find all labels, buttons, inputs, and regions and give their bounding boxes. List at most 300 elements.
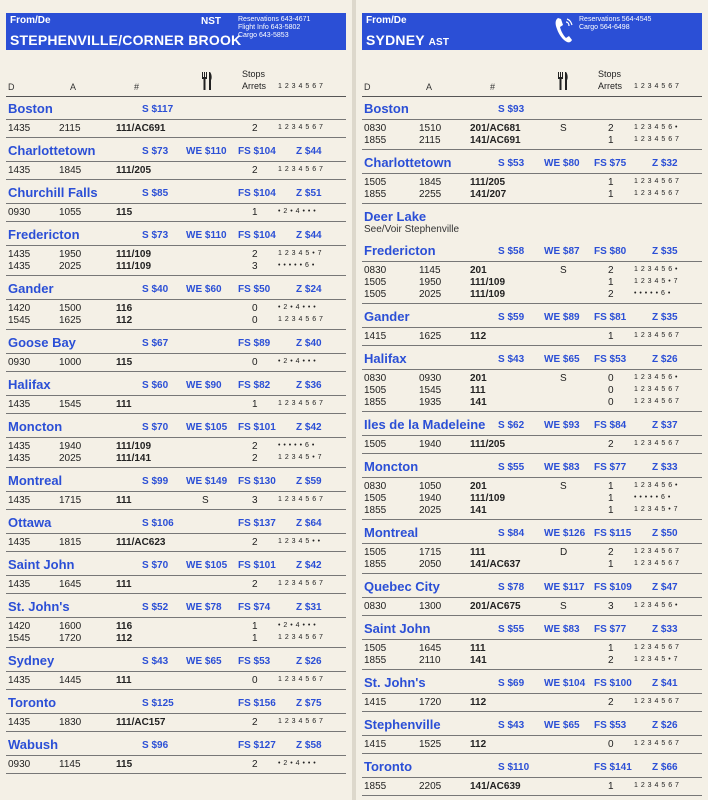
arrive-time: 2255 bbox=[419, 189, 442, 200]
fare-s: S $73 bbox=[142, 230, 169, 241]
destination-header bbox=[362, 754, 702, 778]
depart-time: 1505 bbox=[364, 643, 387, 654]
fare-fs: FS $50 bbox=[238, 284, 271, 295]
flight-row bbox=[362, 643, 702, 655]
flight-row bbox=[6, 621, 346, 633]
fare-z: Z $31 bbox=[296, 602, 322, 613]
fare-we: WE $65 bbox=[544, 720, 580, 731]
destination-header bbox=[362, 238, 702, 262]
arrive-time: 1525 bbox=[419, 739, 442, 750]
destination-name: Fredericton bbox=[364, 243, 436, 258]
fare-z: Z $36 bbox=[296, 380, 322, 391]
depart-time: 1435 bbox=[8, 579, 31, 590]
fare-we: WE $78 bbox=[186, 602, 222, 613]
destination-name: Gander bbox=[364, 309, 410, 324]
stops-count: 2 bbox=[608, 289, 614, 300]
arrive-time: 1940 bbox=[419, 493, 442, 504]
flight-number: 201 bbox=[470, 373, 487, 384]
fare-s: S $84 bbox=[498, 528, 525, 539]
flight-row bbox=[6, 495, 346, 507]
destination-name: Boston bbox=[8, 101, 53, 116]
fare-we: WE $105 bbox=[186, 422, 228, 433]
fare-z: Z $33 bbox=[652, 624, 678, 635]
flight-number: 111/AC157 bbox=[116, 717, 166, 728]
arrive-time: 2025 bbox=[59, 453, 82, 464]
arrive-time: 1830 bbox=[59, 717, 82, 728]
stops-count: 2 bbox=[608, 697, 614, 708]
origin-city: STEPHENVILLE/CORNER BROOK bbox=[10, 32, 242, 48]
depart-time: 1855 bbox=[364, 655, 387, 666]
flight-group bbox=[362, 174, 702, 204]
flight-number: 111 bbox=[116, 495, 132, 506]
flight-group bbox=[362, 478, 702, 520]
stops-count: 2 bbox=[252, 123, 258, 134]
destination-header bbox=[6, 468, 346, 492]
operating-days: • 2 • 4 • • • bbox=[278, 208, 317, 215]
flight-row bbox=[6, 165, 346, 177]
operating-days: 1 2 3 4 5 6 7 bbox=[634, 440, 680, 447]
depart-time: 1435 bbox=[8, 441, 31, 452]
arrive-time: 1300 bbox=[419, 601, 442, 612]
flight-number: 111/109 bbox=[116, 249, 152, 260]
arrive-time: 1845 bbox=[419, 177, 442, 188]
depart-time: 1855 bbox=[364, 189, 387, 200]
fare-s: S $55 bbox=[498, 624, 525, 635]
operating-days: • • • • • 6 • bbox=[634, 494, 671, 501]
flight-group bbox=[6, 492, 346, 510]
operating-days: 1 2 3 4 5 6 7 bbox=[634, 782, 680, 789]
flight-row bbox=[362, 655, 702, 667]
operating-days: 1 2 3 4 5 6 7 bbox=[278, 676, 324, 683]
fork-knife-icon bbox=[200, 72, 214, 90]
fare-z: Z $24 bbox=[296, 284, 322, 295]
flight-row bbox=[6, 303, 346, 315]
fare-fs: FS $74 bbox=[238, 602, 271, 613]
flight-group bbox=[362, 328, 702, 346]
flight-group bbox=[6, 120, 346, 138]
arrive-time: 2050 bbox=[419, 559, 442, 570]
fare-z: Z $35 bbox=[652, 246, 678, 257]
fare-s: S $106 bbox=[142, 518, 174, 529]
col-depart: D bbox=[364, 82, 371, 92]
col-arrive: A bbox=[70, 82, 77, 92]
origin-city-name: SYDNEY bbox=[366, 32, 425, 48]
fare-fs: FS $104 bbox=[238, 146, 276, 157]
fare-z: Z $26 bbox=[296, 656, 322, 667]
depart-time: 1435 bbox=[8, 495, 31, 506]
arrive-time: 1625 bbox=[59, 315, 82, 326]
operating-days: 1 2 3 4 5 • 7 bbox=[278, 454, 322, 461]
stops-count: 2 bbox=[252, 165, 258, 176]
destination-header bbox=[6, 180, 346, 204]
stops-label: Stops bbox=[242, 69, 266, 79]
fare-s: S $67 bbox=[142, 338, 169, 349]
fare-z: Z $58 bbox=[296, 740, 322, 751]
depart-time: 1505 bbox=[364, 493, 387, 504]
destination-header bbox=[6, 594, 346, 618]
flight-group bbox=[362, 598, 702, 616]
flight-row bbox=[6, 357, 346, 369]
destination-name: Ottawa bbox=[8, 515, 52, 530]
flight-number: 201 bbox=[470, 265, 487, 276]
arrive-time: 2110 bbox=[419, 655, 441, 666]
fare-we: WE $105 bbox=[186, 560, 228, 571]
fare-s: S $73 bbox=[142, 146, 169, 157]
depart-time: 1435 bbox=[8, 453, 31, 464]
stops-count: 2 bbox=[252, 441, 258, 452]
destination-header bbox=[6, 690, 346, 714]
fare-s: S $99 bbox=[142, 476, 169, 487]
fare-z: Z $41 bbox=[652, 678, 678, 689]
destination-name: Wabush bbox=[8, 737, 59, 752]
stops-count: 1 bbox=[608, 493, 614, 504]
fare-we: WE $65 bbox=[186, 656, 222, 667]
arrive-time: 1545 bbox=[59, 399, 82, 410]
flight-row bbox=[6, 261, 346, 273]
operating-days: 1 2 3 4 5 6 7 bbox=[278, 316, 324, 323]
stops-count: 1 bbox=[608, 177, 614, 188]
arrive-time: 1500 bbox=[59, 303, 82, 314]
operating-days: • • • • • 6 • bbox=[278, 442, 315, 449]
flight-number: 111/141 bbox=[116, 453, 152, 464]
operating-days: 1 2 3 4 5 6 7 bbox=[634, 190, 680, 197]
depart-time: 1505 bbox=[364, 385, 387, 396]
arrive-time: 1600 bbox=[59, 621, 82, 632]
origin-header bbox=[362, 13, 702, 50]
fare-s: S $43 bbox=[498, 720, 525, 731]
flight-number: 112 bbox=[470, 697, 487, 708]
flight-number: 111 bbox=[116, 579, 132, 590]
destination-header bbox=[6, 330, 346, 354]
fare-s: S $59 bbox=[498, 312, 525, 323]
destination-name: St. John's bbox=[8, 599, 70, 614]
meal-code: S bbox=[560, 123, 567, 134]
flight-number: 112 bbox=[116, 315, 133, 326]
destination-name: Charlottetown bbox=[8, 143, 96, 158]
arrive-time: 1950 bbox=[59, 249, 82, 260]
arrive-time: 1050 bbox=[419, 481, 442, 492]
col-flight-number: # bbox=[490, 82, 496, 92]
operating-days: 1 2 3 4 5 6 • bbox=[634, 266, 678, 273]
fare-fs: FS $101 bbox=[238, 422, 276, 433]
fare-fs: FS $82 bbox=[238, 380, 271, 391]
arrive-time: 0930 bbox=[419, 373, 442, 384]
flight-row bbox=[6, 717, 346, 729]
operating-days: • 2 • 4 • • • bbox=[278, 304, 317, 311]
destination-header bbox=[362, 96, 702, 120]
arrive-time: 1940 bbox=[419, 439, 442, 450]
depart-time: 0830 bbox=[364, 265, 387, 276]
flight-number: 111/205 bbox=[470, 177, 506, 188]
arrets-label: Arrets bbox=[598, 81, 623, 91]
operating-days: 1 2 3 4 5 • 7 bbox=[634, 278, 678, 285]
stops-count: 1 bbox=[252, 621, 258, 632]
stops-count: 0 bbox=[252, 357, 258, 368]
flight-number: 115 bbox=[116, 207, 133, 218]
flight-row bbox=[6, 579, 346, 591]
flight-number: 141/AC637 bbox=[470, 559, 521, 570]
flight-row bbox=[362, 385, 702, 397]
depart-time: 0830 bbox=[364, 373, 387, 384]
meal-code: S bbox=[560, 373, 567, 384]
arrive-time: 2115 bbox=[59, 123, 81, 134]
flight-number: 116 bbox=[116, 303, 133, 314]
operating-days: 1 2 3 4 5 6 7 bbox=[278, 124, 324, 131]
flight-group bbox=[6, 246, 346, 276]
depart-time: 1855 bbox=[364, 505, 387, 516]
destination-header bbox=[6, 372, 346, 396]
fare-we: WE $87 bbox=[544, 246, 580, 257]
flight-info-number: Flight Info 643-5802 bbox=[238, 24, 301, 31]
col-flight-number: # bbox=[134, 82, 140, 92]
arrive-time: 1445 bbox=[59, 675, 82, 686]
operating-days: 1 2 3 4 5 6 • bbox=[634, 602, 678, 609]
fare-we: WE $83 bbox=[544, 462, 580, 473]
flight-number: 111 bbox=[116, 675, 132, 686]
operating-days: 1 2 3 4 5 6 • bbox=[634, 482, 678, 489]
flight-row bbox=[362, 289, 702, 301]
destination-header bbox=[362, 670, 702, 694]
stops-count: 1 bbox=[252, 633, 258, 644]
stops-count: 2 bbox=[252, 759, 258, 770]
operating-days: 1 2 3 4 5 6 • bbox=[634, 124, 678, 131]
fare-z: Z $42 bbox=[296, 422, 322, 433]
fare-z: Z $64 bbox=[296, 518, 322, 529]
flight-group bbox=[6, 576, 346, 594]
fare-z: Z $47 bbox=[652, 582, 678, 593]
fare-fs: FS $137 bbox=[238, 518, 276, 529]
arrive-time: 1645 bbox=[419, 643, 442, 654]
flight-number: 201/AC675 bbox=[470, 601, 521, 612]
fare-we: WE $90 bbox=[186, 380, 222, 391]
stops-count: 1 bbox=[608, 277, 614, 288]
destination-header bbox=[362, 150, 702, 174]
fare-fs: FS $104 bbox=[238, 230, 276, 241]
fare-we: WE $83 bbox=[544, 624, 580, 635]
flight-number: 111/205 bbox=[116, 165, 152, 176]
fare-fs: FS $156 bbox=[238, 698, 276, 709]
depart-time: 1435 bbox=[8, 261, 31, 272]
fare-z: Z $26 bbox=[652, 354, 678, 365]
fare-s: S $85 bbox=[142, 188, 169, 199]
cargo-number: Cargo 564-6498 bbox=[579, 24, 630, 31]
from-label: From/De bbox=[10, 15, 51, 26]
flight-group bbox=[6, 618, 346, 648]
stops-count: 1 bbox=[608, 781, 614, 792]
operating-days: • 2 • 4 • • • bbox=[278, 622, 317, 629]
fare-z: Z $33 bbox=[652, 462, 678, 473]
depart-time: 0930 bbox=[8, 357, 31, 368]
depart-time: 1420 bbox=[8, 303, 31, 314]
telephone-icon bbox=[554, 16, 574, 44]
arrive-time: 1720 bbox=[419, 697, 442, 708]
fare-z: Z $35 bbox=[652, 312, 678, 323]
arrive-time: 2205 bbox=[419, 781, 442, 792]
stops-label: Stops bbox=[598, 69, 622, 79]
reservations-number: Reservations 564-4545 bbox=[579, 16, 652, 23]
fare-z: Z $44 bbox=[296, 146, 322, 157]
depart-time: 1855 bbox=[364, 781, 387, 792]
destination-name: Halifax bbox=[364, 351, 407, 366]
operating-days: 1 2 3 4 5 6 7 bbox=[634, 332, 680, 339]
destination-name: Montreal bbox=[8, 473, 63, 488]
fare-we: WE $93 bbox=[544, 420, 580, 431]
depart-time: 0930 bbox=[8, 759, 31, 770]
operating-days: 1 2 3 4 5 • • bbox=[278, 538, 321, 545]
stops-count: 0 bbox=[252, 315, 258, 326]
destination-header bbox=[6, 732, 346, 756]
fare-we: WE $60 bbox=[186, 284, 222, 295]
arrive-time: 1950 bbox=[419, 277, 442, 288]
arrive-time: 1815 bbox=[59, 537, 82, 548]
depart-time: 1435 bbox=[8, 717, 31, 728]
fare-fs: FS $77 bbox=[594, 624, 627, 635]
fare-s: S $43 bbox=[498, 354, 525, 365]
depart-time: 1505 bbox=[364, 177, 387, 188]
flight-row bbox=[362, 481, 702, 493]
destination-name: Toronto bbox=[8, 695, 57, 710]
fare-z: Z $26 bbox=[652, 720, 678, 731]
destination-name: Halifax bbox=[8, 377, 51, 392]
flight-number: 111/AC691 bbox=[116, 123, 166, 134]
flight-row bbox=[6, 633, 346, 645]
fare-we: WE $104 bbox=[544, 678, 586, 689]
operating-days: 1 2 3 4 5 • 7 bbox=[634, 506, 678, 513]
fare-z: Z $59 bbox=[296, 476, 322, 487]
contact-numbers bbox=[238, 16, 310, 40]
fare-z: Z $51 bbox=[296, 188, 322, 199]
destination-name: Quebec City bbox=[364, 579, 440, 594]
fare-s: S $52 bbox=[142, 602, 169, 613]
flight-group bbox=[6, 714, 346, 732]
flight-group bbox=[6, 534, 346, 552]
flight-row bbox=[6, 537, 346, 549]
flight-row bbox=[6, 315, 346, 327]
operating-days: 1 2 3 4 5 6 7 bbox=[634, 560, 680, 567]
flight-group bbox=[6, 162, 346, 180]
depart-time: 0830 bbox=[364, 601, 387, 612]
fare-fs: FS $104 bbox=[238, 188, 276, 199]
flight-row bbox=[362, 373, 702, 385]
destination-name: Deer Lake bbox=[364, 209, 427, 224]
destination-list bbox=[6, 96, 346, 774]
flight-number: 111/109 bbox=[470, 493, 506, 504]
right-page bbox=[356, 0, 708, 800]
stops-count: 2 bbox=[608, 265, 614, 276]
operating-days: 1 2 3 4 5 6 7 bbox=[634, 386, 680, 393]
fare-z: Z $32 bbox=[652, 158, 678, 169]
stops-count: 1 bbox=[608, 559, 614, 570]
fare-fs: FS $89 bbox=[238, 338, 271, 349]
flight-number: 111 bbox=[116, 399, 132, 410]
depart-time: 1435 bbox=[8, 249, 31, 260]
flight-number: 141/AC691 bbox=[470, 135, 521, 146]
flight-number: 141/AC639 bbox=[470, 781, 521, 792]
flight-number: 111 bbox=[470, 385, 486, 396]
stops-count: 0 bbox=[608, 739, 614, 750]
fare-fs: FS $53 bbox=[238, 656, 271, 667]
fare-we: WE $80 bbox=[544, 158, 580, 169]
fare-s: S $43 bbox=[142, 656, 169, 667]
operating-days: 1 2 3 4 5 6 7 bbox=[278, 580, 324, 587]
fare-s: S $53 bbox=[498, 158, 525, 169]
fare-fs: FS $53 bbox=[594, 720, 627, 731]
destination-name: Churchill Falls bbox=[8, 185, 98, 200]
fare-s: S $70 bbox=[142, 422, 169, 433]
flight-group bbox=[6, 438, 346, 468]
stops-count: 1 bbox=[608, 135, 614, 146]
fare-z: Z $50 bbox=[652, 528, 678, 539]
flight-number: 141/207 bbox=[470, 189, 507, 200]
arrive-time: 1845 bbox=[59, 165, 82, 176]
fare-s: S $110 bbox=[498, 762, 530, 773]
operating-days: • • • • • 6 • bbox=[634, 290, 671, 297]
fare-s: S $62 bbox=[498, 420, 525, 431]
flight-row bbox=[362, 505, 702, 517]
depart-time: 1855 bbox=[364, 559, 387, 570]
flight-group bbox=[362, 370, 702, 412]
destination-name: Saint John bbox=[364, 621, 431, 636]
destination-header bbox=[6, 510, 346, 534]
depart-time: 1435 bbox=[8, 123, 31, 134]
see-reference: See/Voir Stephenville bbox=[364, 224, 460, 235]
stops-count: 2 bbox=[252, 537, 258, 548]
flight-group bbox=[6, 396, 346, 414]
stops-count: 2 bbox=[252, 249, 258, 260]
depart-time: 1420 bbox=[8, 621, 31, 632]
stops-count: 1 bbox=[608, 505, 614, 516]
fare-we: WE $65 bbox=[544, 354, 580, 365]
fare-z: Z $37 bbox=[652, 420, 678, 431]
fare-z: Z $42 bbox=[296, 560, 322, 571]
depart-time: 1435 bbox=[8, 537, 31, 548]
flight-row bbox=[362, 189, 702, 201]
flight-number: 111/109 bbox=[116, 441, 152, 452]
stops-count: 3 bbox=[252, 495, 258, 506]
flight-number: 116 bbox=[116, 621, 133, 632]
fare-fs: FS $115 bbox=[594, 528, 632, 539]
flight-number: 111/109 bbox=[116, 261, 152, 272]
depart-time: 1435 bbox=[8, 675, 31, 686]
fare-s: S $117 bbox=[142, 104, 174, 115]
destination-name: Montreal bbox=[364, 525, 419, 540]
stops-count: 0 bbox=[608, 385, 614, 396]
flight-row bbox=[6, 453, 346, 465]
fare-s: S $40 bbox=[142, 284, 169, 295]
arrive-time: 1645 bbox=[59, 579, 82, 590]
stops-count: 1 bbox=[252, 399, 258, 410]
stops-count: 2 bbox=[608, 123, 614, 134]
depart-time: 1545 bbox=[8, 315, 31, 326]
fare-z: Z $44 bbox=[296, 230, 322, 241]
fare-we: WE $110 bbox=[186, 230, 227, 241]
operating-days: 1 2 3 4 5 • 7 bbox=[278, 250, 322, 257]
fare-fs: FS $130 bbox=[238, 476, 276, 487]
stops-count: 0 bbox=[252, 303, 258, 314]
destination-header bbox=[6, 138, 346, 162]
fare-s: S $78 bbox=[498, 582, 525, 593]
arrive-time: 1625 bbox=[419, 331, 442, 342]
flight-group bbox=[362, 778, 702, 796]
col-arrive: A bbox=[426, 82, 433, 92]
operating-days: 1 2 3 4 5 6 7 bbox=[634, 178, 680, 185]
flight-group bbox=[6, 354, 346, 372]
flight-number: 201/AC681 bbox=[470, 123, 521, 134]
flight-row bbox=[362, 439, 702, 451]
arrive-time: 1935 bbox=[419, 397, 442, 408]
fare-fs: FS $75 bbox=[594, 158, 627, 169]
destination-header bbox=[6, 276, 346, 300]
